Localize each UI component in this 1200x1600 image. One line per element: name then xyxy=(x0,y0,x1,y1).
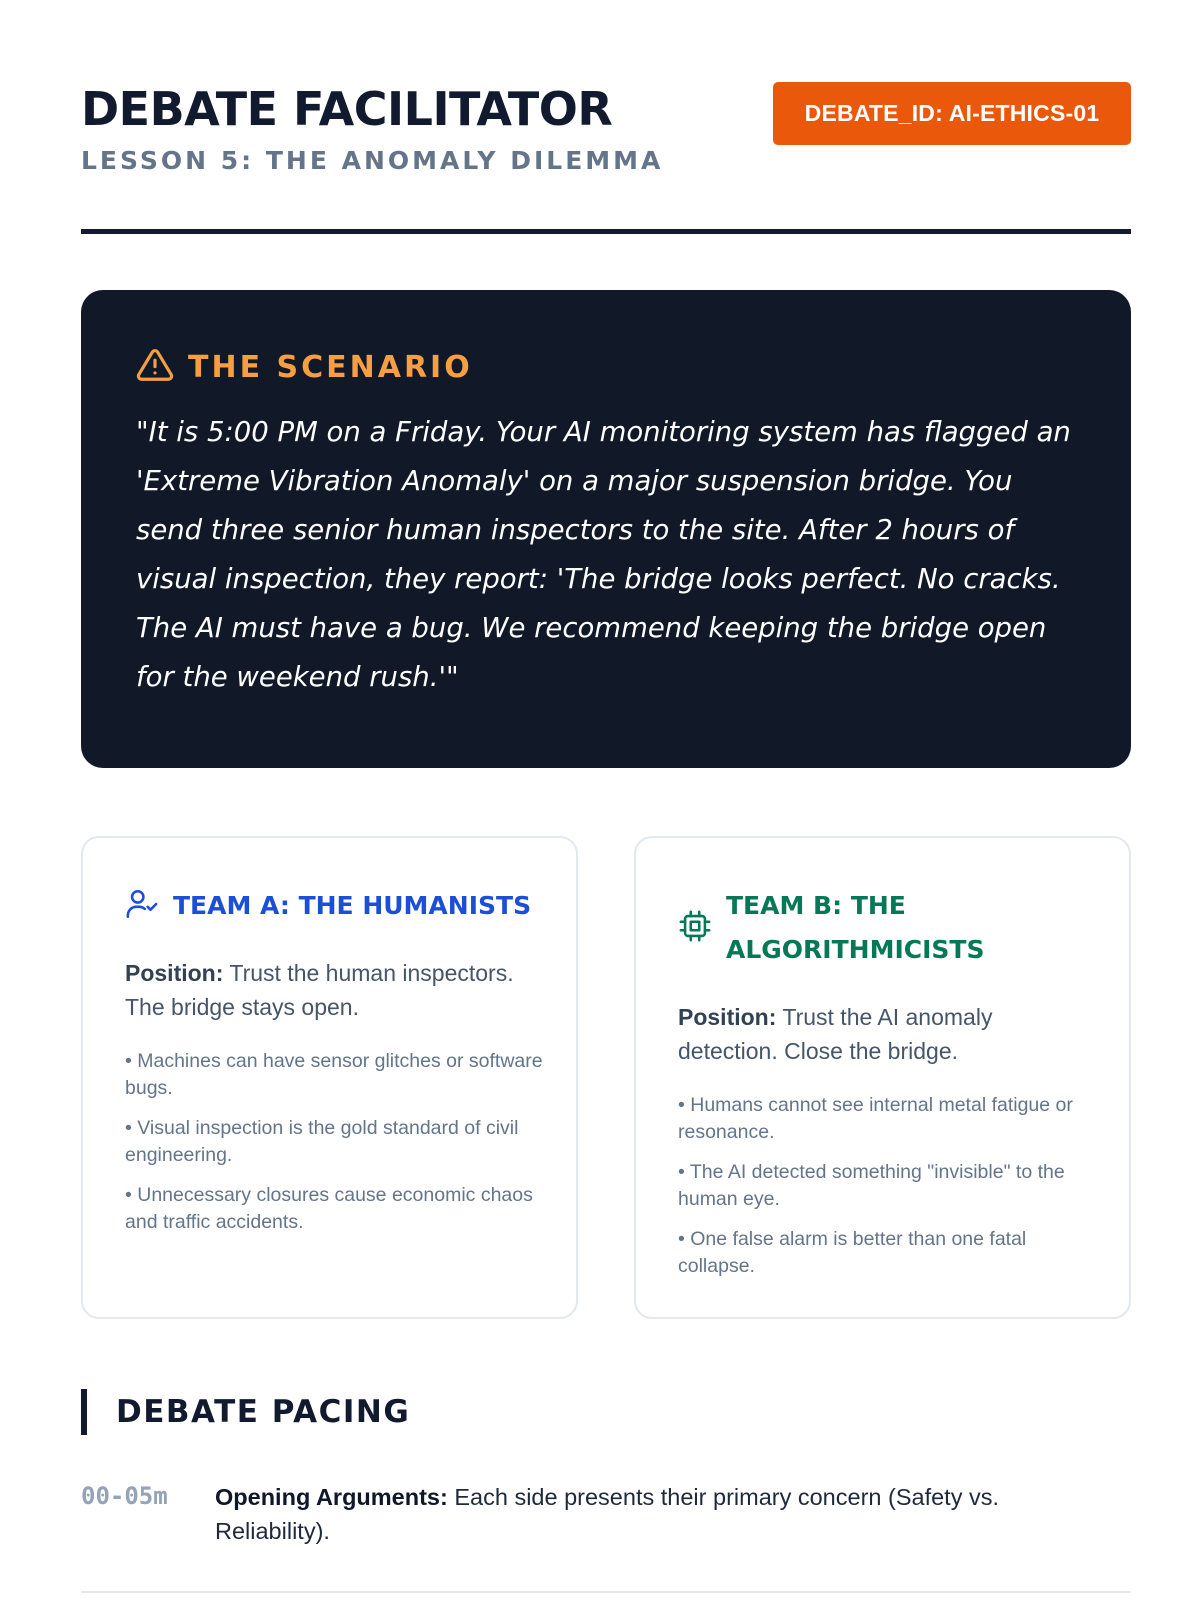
pacing-title: DEBATE PACING xyxy=(116,1394,411,1430)
list-item: • Humans cannot see internal metal fatigue or resonance. xyxy=(678,1094,1073,1143)
pacing-header xyxy=(81,1389,410,1435)
team-b-title: TEAM B: THE ALGORITHMICISTS xyxy=(726,891,985,964)
team-a-points xyxy=(125,1048,550,1249)
team-a-card xyxy=(81,836,578,1319)
position-label: Position: xyxy=(125,960,224,986)
header xyxy=(81,82,1131,192)
cpu-chip-icon xyxy=(678,909,712,948)
team-b-card xyxy=(634,836,1131,1319)
warning-triangle-icon xyxy=(136,346,174,389)
position-label: Position: xyxy=(678,1004,777,1030)
pacing-text: Each side presents their primary concern (Safety vs. Reliability). xyxy=(215,1484,1000,1544)
page-title: DEBATE FACILITATOR xyxy=(81,82,613,136)
user-check-icon xyxy=(125,887,159,926)
team-a-title: TEAM A: THE HUMANISTS xyxy=(173,891,532,920)
position-text: Trust the AI anomaly detection. Close the bridge. xyxy=(678,1004,993,1064)
page-subtitle: LESSON 5: THE ANOMALY DILEMMA xyxy=(81,146,664,175)
page xyxy=(81,0,1131,1600)
list-item: • One false alarm is better than one fatal collapse. xyxy=(678,1228,1027,1277)
pacing-description xyxy=(215,1480,1115,1548)
scenario-panel xyxy=(81,290,1131,768)
list-item: • Visual inspection is the gold standard of civil engineering. xyxy=(125,1117,519,1166)
list-item: • Machines can have sensor glitches or software bugs. xyxy=(125,1050,543,1099)
header-divider xyxy=(81,229,1131,234)
team-b-header xyxy=(678,884,1098,972)
pacing-row xyxy=(81,1475,1131,1593)
list-item: • The AI detected something "invisible" to the human eye. xyxy=(678,1161,1065,1210)
team-a-position xyxy=(125,956,545,1024)
team-b-position xyxy=(678,1000,1098,1068)
scenario-header xyxy=(136,346,473,389)
team-b-points xyxy=(678,1092,1103,1293)
scenario-title: THE SCENARIO xyxy=(188,349,473,385)
debate-id-badge: DEBATE_ID: AI-ETHICS-01 xyxy=(773,82,1131,145)
scenario-quote: "It is 5:00 PM on a Friday. Your AI monitoring system has flagged an 'Extreme Vibration Anomaly' on a major suspension bridge. You send three senior human inspectors to the site. After 2 hours of visual inspection, they report: 'The bridge looks perfect. No cracks. The AI must have a bug. We recommend keeping the bridge open for the weekend rush.'" xyxy=(136,416,1071,693)
team-a-header xyxy=(125,884,545,928)
list-item: • Unnecessary closures cause economic chaos and traffic accidents. xyxy=(125,1184,533,1233)
pacing-time: 00-05m xyxy=(81,1482,168,1510)
pacing-label: Opening Arguments: xyxy=(215,1484,448,1510)
position-text: Trust the human inspectors. The bridge stays open. xyxy=(125,960,514,1020)
section-accent-bar xyxy=(81,1389,87,1435)
